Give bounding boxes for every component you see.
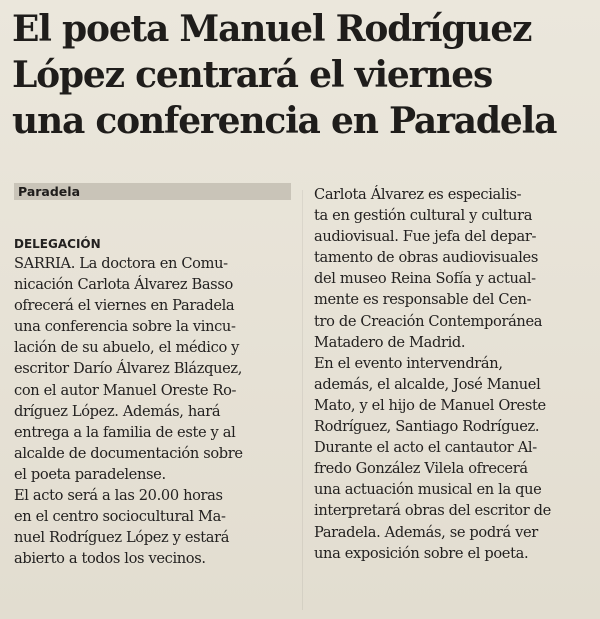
article-left-column bbox=[14, 236, 294, 569]
text-line: El acto será a las 20.00 horas bbox=[14, 487, 223, 505]
text-line: el poeta paradelense. bbox=[14, 465, 166, 483]
text-line: mente es responsable del Cen- bbox=[314, 291, 532, 309]
text-line: Matadero de Madrid. bbox=[314, 333, 466, 351]
text-line: escritor Darío Álvarez Blázquez, bbox=[14, 360, 243, 378]
text-line: dríguez López. Además, hará bbox=[14, 402, 221, 420]
text-line: abierto a todos los vecinos. bbox=[14, 550, 206, 568]
text-line: una exposición sobre el poeta. bbox=[314, 544, 529, 562]
headline-line: una conferencia en Paradela bbox=[12, 100, 557, 142]
text-line: fredo González Vilela ofrecerá bbox=[314, 460, 528, 478]
text-line: Durante el acto el cantautor Al- bbox=[314, 439, 537, 457]
text-line: Carlota Álvarez es especialis- bbox=[314, 186, 522, 203]
text-line: en el centro sociocultural Ma- bbox=[14, 508, 226, 526]
text-line: además, el alcalde, José Manuel bbox=[314, 375, 541, 393]
text-line: audiovisual. Fue jefa del depar- bbox=[314, 228, 537, 246]
text-line: Rodríguez, Santiago Rodríguez. bbox=[314, 418, 540, 436]
column-divider bbox=[302, 190, 303, 610]
text-line: una conferencia sobre la vincu- bbox=[14, 318, 236, 336]
text-line: entrega a la familia de este y al bbox=[14, 423, 236, 441]
headline-line: López centrará el viernes bbox=[12, 54, 493, 96]
text-line: con el autor Manuel Oreste Ro- bbox=[14, 381, 237, 399]
byline: DELEGACIÓN bbox=[14, 237, 101, 251]
text-line: interpretará obras del escritor de bbox=[314, 502, 551, 520]
article-right-column bbox=[314, 184, 594, 564]
text-line: Mato, y el hijo de Manuel Oreste bbox=[314, 396, 546, 414]
text-line: tamento de obras audiovisuales bbox=[314, 249, 538, 267]
text-line: lación de su abuelo, el médico y bbox=[14, 339, 240, 357]
headline bbox=[12, 6, 592, 144]
headline-line: El poeta Manuel Rodríguez bbox=[12, 8, 532, 50]
section-tag: Paradela bbox=[18, 184, 81, 199]
text-line: ta en gestión cultural y cultura bbox=[314, 207, 533, 225]
text-line: ofrecerá el viernes en Paradela bbox=[14, 297, 235, 315]
text-line: En el evento intervendrán, bbox=[314, 354, 503, 372]
text-line: tro de Creación Contemporánea bbox=[314, 312, 543, 330]
section-bar bbox=[14, 183, 291, 200]
text-line: nuel Rodríguez López y estará bbox=[14, 529, 230, 547]
text-line: una actuación musical en la que bbox=[314, 481, 542, 499]
text-line: nicación Carlota Álvarez Basso bbox=[14, 276, 233, 294]
text-line: SARRIA. La doctora en Comu- bbox=[14, 255, 228, 272]
text-line: Paradela. Además, se podrá ver bbox=[314, 523, 538, 541]
text-line: alcalde de documentación sobre bbox=[14, 444, 243, 462]
text-line: del museo Reina Sofía y actual- bbox=[314, 270, 536, 288]
